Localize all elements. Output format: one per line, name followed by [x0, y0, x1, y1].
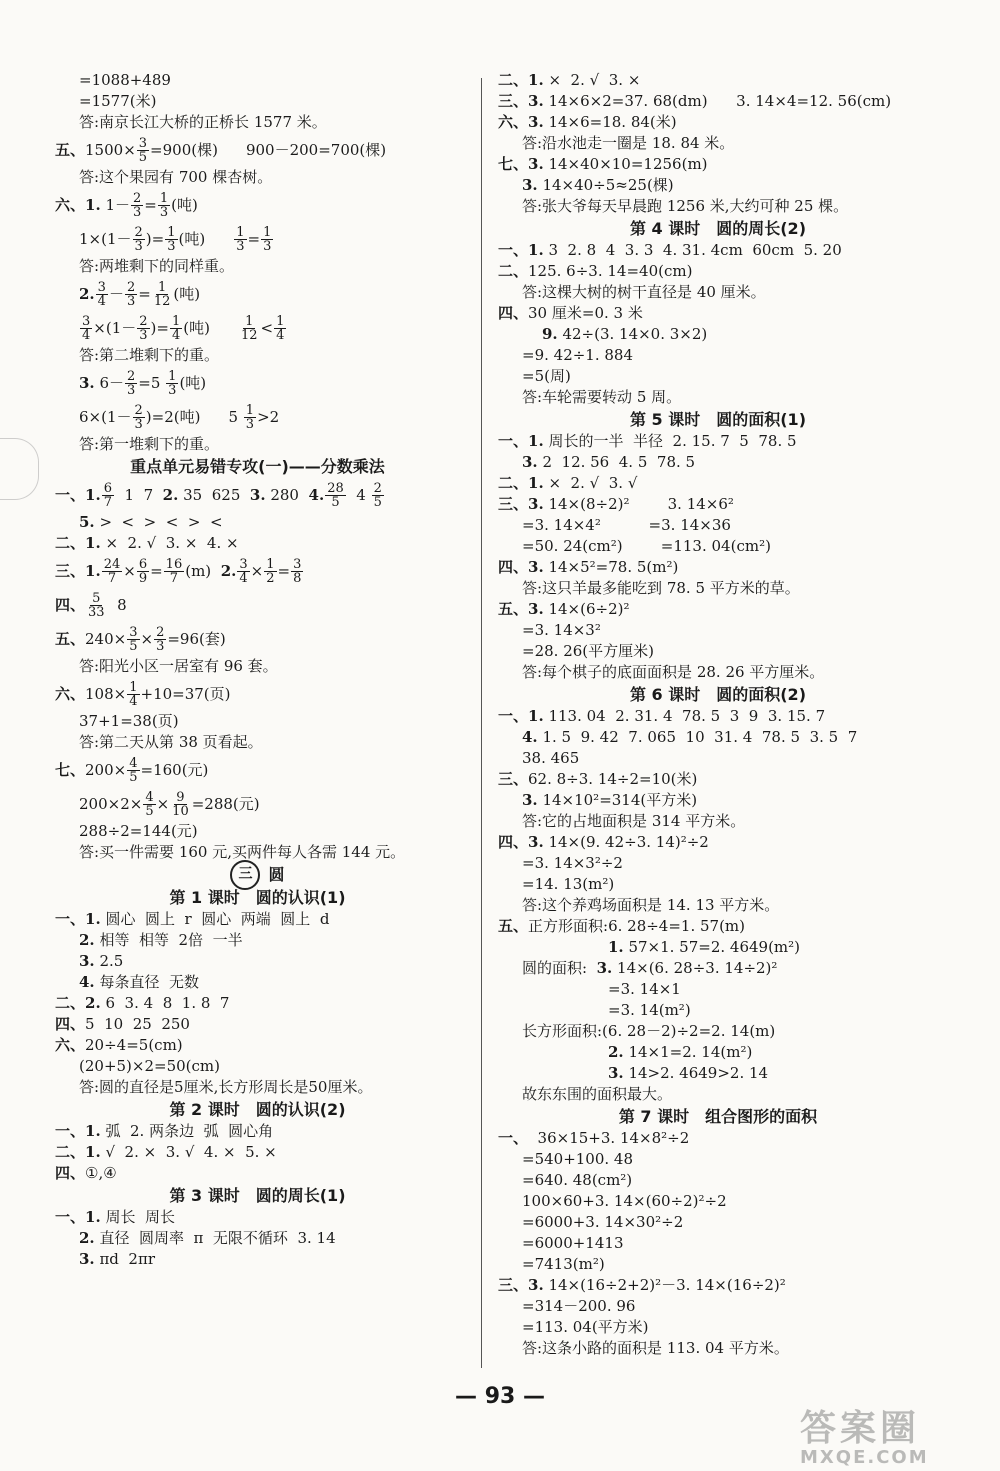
- fraction: 4 5: [129, 755, 138, 785]
- answer-line: 六、 108× 1 4 +10=37(页): [55, 679, 231, 709]
- answer-line: 答:圆的直径是5厘米,长方形周长是50厘米。: [79, 1078, 373, 1096]
- fraction: 1 4: [171, 313, 181, 343]
- page-number: — 93 —: [455, 1384, 545, 1409]
- answer-line: 答:张大爷每天早晨跑 1256 米,大约可种 25 棵。: [522, 197, 849, 215]
- answer-line: =113. 04(平方米): [522, 1318, 649, 1336]
- answer-line: 3. 6－ 2 3 =5 1 3 (吨): [79, 368, 207, 398]
- fraction: 1 3: [236, 224, 245, 254]
- answer-line: 四、 ①,④: [55, 1164, 117, 1182]
- answer-line: 3. 2 12. 56 4. 5 78. 5: [522, 453, 696, 471]
- fraction: 9 10: [172, 789, 189, 819]
- answer-line: =1088+489: [79, 71, 171, 89]
- fraction: 3 4: [239, 556, 248, 586]
- answer-line: =3. 14×1: [608, 980, 681, 998]
- answer-line: =640. 48(cm²): [522, 1171, 633, 1189]
- section-heading: [498, 1105, 938, 1128]
- answer-line: 100×60+3. 14×(60÷2)²÷2: [522, 1192, 727, 1210]
- answer-line: 2. 14×1=2. 14(m²): [608, 1043, 753, 1061]
- answer-line: 五、 240× 3 5 × 2 3 =96(套): [55, 624, 226, 654]
- watermark-url: MXQE.COM: [800, 1447, 929, 1468]
- answer-line: 答:第一堆剩下的重。: [79, 435, 220, 453]
- answer-line: 答:车轮需要转动 5 周。: [522, 388, 682, 406]
- answer-line: =6000+1413: [522, 1234, 624, 1252]
- answer-line: 答:这个养鸡场面积是 14. 13 平方米。: [522, 896, 780, 914]
- answer-line: =9. 42÷1. 884: [522, 346, 634, 364]
- fraction: 2 3: [126, 279, 136, 309]
- answer-line: 四、 3. 14×5²=78. 5(m²): [498, 558, 679, 576]
- fraction: 2 3: [134, 402, 143, 432]
- fraction: 28 5: [327, 480, 344, 510]
- fraction: 4 5: [145, 789, 154, 819]
- answer-line: 一、 1. 6 7 1 7 2. 35 625 3. 280 4. 28 5 4 2 5: [55, 480, 382, 510]
- section-heading-text: 圆: [268, 865, 285, 884]
- fraction: 24 7: [103, 556, 121, 586]
- answer-line: =50. 24(cm²) =113. 04(cm²): [522, 537, 771, 555]
- section-heading-text: 第 5 课时 圆的面积(1): [629, 410, 807, 429]
- answer-line: 9. 42÷(3. 14×0. 3×2): [542, 325, 708, 343]
- section-heading: [55, 1184, 460, 1207]
- right-answer-column: [498, 70, 938, 1359]
- answer-line: 答:南京长江大桥的正桥长 1577 米。: [79, 113, 327, 131]
- answer-line: 288÷2=144(元): [79, 822, 198, 840]
- answer-line: 38. 465: [522, 749, 580, 767]
- unit-number-icon: 三: [230, 860, 260, 890]
- answer-line: 一、 1. 圆心 圆上 r 圆心 两端 圆上 d: [55, 910, 330, 928]
- answer-line: 四、 5 33 8: [55, 590, 127, 620]
- answer-line: 37+1=38(页): [79, 712, 179, 730]
- section-heading: [55, 455, 460, 478]
- fraction: 3 5: [129, 624, 138, 654]
- section-heading: [498, 683, 938, 706]
- answer-line: 3 4 ×(1－ 2 3 )= 1 4 (吨) 1 12 < 1 4: [82, 313, 285, 343]
- section-heading: [55, 886, 460, 909]
- answer-line: 6×(1－ 2 3 )=2(吨) 5 1 3 >2: [79, 402, 280, 432]
- fraction: 2 3: [126, 368, 136, 398]
- answer-line: =314－200. 96: [522, 1297, 636, 1315]
- fraction: 2 3: [139, 313, 148, 343]
- fraction: 3 4: [82, 313, 91, 343]
- column-divider: [481, 78, 482, 1368]
- answer-line: 答:第二天从第 38 页看起。: [79, 733, 263, 751]
- answer-line: 1×(1－ 2 3 )= 1 3 (吨) 1 3 = 1 3: [79, 224, 272, 254]
- section-heading-text: 第 3 课时 圆的周长(1): [169, 1186, 346, 1205]
- answer-line: 3. 2.5: [79, 952, 124, 970]
- answer-line: =3. 14×3²÷2: [522, 854, 623, 872]
- fraction: 2 3: [134, 224, 143, 254]
- fraction: 1 3: [168, 368, 177, 398]
- fraction: 5 33: [88, 590, 105, 620]
- section-heading-text: 第 2 课时 圆的认识(2): [169, 1100, 346, 1119]
- answer-line: 二、 1. × 2. √ 3. ×: [498, 71, 641, 89]
- answer-line: 一、 1. 周长 周长: [55, 1208, 175, 1226]
- section-heading-text: 第 4 课时 圆的周长(2): [629, 219, 807, 238]
- answer-line: 答:两堆剩下的同样重。: [79, 257, 235, 275]
- answer-line: 答:这棵大树的树干直径是 40 厘米。: [522, 283, 766, 301]
- answer-line: 3. 14×10²=314(平方米): [522, 791, 698, 809]
- section-heading-text: 第 1 课时 圆的认识(1): [169, 888, 346, 907]
- answer-line: 六、 3. 14×6=18. 84(米): [498, 113, 677, 131]
- fraction: 1 4: [129, 679, 138, 709]
- answer-line: 答:沿水池走一圈是 18. 84 米。: [522, 134, 735, 152]
- answer-line: 答:每个棋子的底面面积是 28. 26 平方厘米。: [522, 663, 825, 681]
- fraction: 2 3: [156, 624, 165, 654]
- answer-line: 2. 直径 圆周率 π 无限不循环 3. 14: [79, 1229, 336, 1247]
- answer-line: 长方形面积:(6. 28－2)÷2=2. 14(m): [522, 1022, 776, 1040]
- fraction: 1 3: [263, 224, 272, 254]
- fraction: 2 3: [133, 190, 142, 220]
- fraction: 1 3: [167, 224, 176, 254]
- section-heading: [55, 1098, 460, 1121]
- fraction: 3 8: [293, 556, 302, 586]
- answer-line: 三、 62. 8÷3. 14÷2=10(米): [498, 770, 698, 788]
- answer-line: 一、 1. 周长的一半 半径 2. 15. 7 5 78. 5: [498, 432, 797, 450]
- answer-line: 3. 14>2. 4649>2. 14: [608, 1064, 769, 1082]
- answer-line: 3. 14×40÷5≈25(棵): [522, 176, 674, 194]
- answer-line: 答:它的占地面积是 314 平方米。: [522, 812, 746, 830]
- answer-line: 二、 1. × 2. √ 3. × 4. ×: [55, 534, 239, 552]
- left-answer-column: [55, 70, 460, 1270]
- answer-line: =3. 14(m²): [608, 1001, 691, 1019]
- fraction: 1 3: [159, 190, 169, 220]
- answer-line: 四、 3. 14×(9. 42÷3. 14)²÷2: [498, 833, 709, 851]
- answer-line: 二、 2. 6 3. 4 8 1. 8 7: [55, 994, 230, 1012]
- answer-line: 一、 1. 3 2. 8 4 3. 3 4. 31. 4cm 60cm 5. 20: [498, 241, 842, 259]
- answer-line: 二、 1. × 2. √ 3. √: [498, 474, 638, 492]
- answer-line: 2. 3 4 － 2 3 = 1 12 (吨): [79, 279, 201, 309]
- answer-line: 5. > < > < > <: [79, 513, 223, 531]
- binding-stamp-mark: [0, 438, 39, 500]
- answer-line: 二、 125. 6÷3. 14=40(cm): [498, 262, 693, 280]
- answer-line: 五、 3. 14×(6÷2)²: [498, 600, 630, 618]
- answer-line: 答:买一件需要 160 元,买两件每人各需 144 元。: [79, 843, 406, 861]
- answer-line: =3. 14×3²: [522, 621, 601, 639]
- answer-line: =540+100. 48: [522, 1150, 634, 1168]
- answer-line: 三、 3. 14×6×2=37. 68(dm) 3. 14×4=12. 56(cm): [498, 92, 892, 110]
- answer-line: 四、 5 10 25 250: [55, 1015, 190, 1033]
- fraction: 1 3: [245, 402, 255, 432]
- fraction: 6 7: [103, 480, 112, 510]
- answer-line: 七、 3. 14×40×10=1256(m): [498, 155, 708, 173]
- fraction: 2 5: [373, 480, 382, 510]
- fraction: 3 5: [138, 135, 148, 165]
- answer-line: =28. 26(平方厘米): [522, 642, 654, 660]
- fraction: 1 12: [153, 279, 171, 309]
- answer-line: 答:这只羊最多能吃到 78. 5 平方米的草。: [522, 579, 800, 597]
- answer-line: 答:第二堆剩下的重。: [79, 346, 220, 364]
- answer-line: 2. 相等 相等 2倍 一半: [79, 931, 243, 949]
- fraction: 6 9: [138, 556, 148, 586]
- answer-line: 三、 1. 24 7 × 6 9 = 16 7 (m) 2. 3 4 × 1 2 = 3 8: [55, 556, 302, 586]
- answer-line: 二、 1. √ 2. × 3. √ 4. × 5. ×: [55, 1143, 277, 1161]
- answer-line: =7413(m²): [522, 1255, 605, 1273]
- answer-line: =1577(米): [79, 92, 157, 110]
- section-heading: [498, 217, 938, 240]
- answer-line: 一、 1. 113. 04 2. 31. 4 78. 5 3 9 3. 15. 7: [498, 707, 826, 725]
- answer-line: =6000+3. 14×30²÷2: [522, 1213, 684, 1231]
- answer-line: 五、 1500× 3 5 =900(棵) 900－200=700(棵): [55, 135, 387, 165]
- fraction: 3 4: [97, 279, 106, 309]
- watermark-logo: [800, 1400, 985, 1468]
- fraction: 16 7: [165, 556, 183, 586]
- answer-line: 六、 20÷4=5(cm): [55, 1036, 183, 1054]
- answer-line: 六、 1. 1－ 2 3 = 1 3 (吨): [55, 190, 198, 220]
- section-heading-text: 重点单元易错专攻(一)——分数乘法: [130, 457, 385, 476]
- section-heading: [55, 863, 460, 886]
- answer-line: 答:这条小路的面积是 113. 04 平方米。: [522, 1339, 789, 1357]
- answer-line: 故东东围的面积最大。: [522, 1085, 673, 1103]
- answer-line: (20+5)×2=50(cm): [79, 1057, 220, 1075]
- answer-line: 三、 3. 14×(16÷2+2)²－3. 14×(16÷2)²: [498, 1276, 786, 1294]
- answer-line: 1. 57×1. 57=2. 4649(m²): [608, 938, 801, 956]
- answer-line: 一、 36×15+3. 14×8²÷2: [498, 1129, 690, 1147]
- answer-line: 答:这个果园有 700 棵杏树。: [79, 168, 273, 186]
- answer-line: 4. 1. 5 9. 42 7. 065 10 31. 4 78. 5 3. 5 7: [522, 728, 858, 746]
- answer-line: 200×2× 4 5 × 9 10 =288(元): [79, 789, 260, 819]
- section-heading-text: 第 7 课时 组合图形的面积: [618, 1107, 818, 1126]
- section-heading-text: 第 6 课时 圆的面积(2): [629, 685, 807, 704]
- section-heading: [498, 408, 938, 431]
- answer-line: 三、 3. 14×(8÷2)² 3. 14×6²: [498, 495, 734, 513]
- answer-line: 答:阳光小区一居室有 96 套。: [79, 657, 278, 675]
- fraction: 1 2: [266, 556, 275, 586]
- answer-line: =3. 14×4² =3. 14×36: [522, 516, 731, 534]
- answer-line: 4. 每条直径 无数: [79, 973, 199, 991]
- answer-line: 3. πd 2πr: [79, 1250, 156, 1268]
- answer-line: 圆的面积: 3. 14×(6. 28÷3. 14÷2)²: [522, 959, 778, 977]
- answer-line: 一、 1. 弧 2. 两条边 弧 圆心角: [55, 1122, 274, 1140]
- watermark-text: 答案圈: [800, 1408, 921, 1449]
- answer-line: 四、 30 厘米=0. 3 米: [498, 304, 643, 322]
- fraction: 1 12: [240, 313, 258, 343]
- answer-line: 五、 正方形面积:6. 28÷4=1. 57(m): [498, 917, 746, 935]
- fraction: 1 4: [276, 313, 285, 343]
- answer-line: =14. 13(m²): [522, 875, 615, 893]
- answer-line: 七、 200× 4 5 =160(元): [55, 755, 209, 785]
- answer-line: =5(周): [522, 367, 571, 385]
